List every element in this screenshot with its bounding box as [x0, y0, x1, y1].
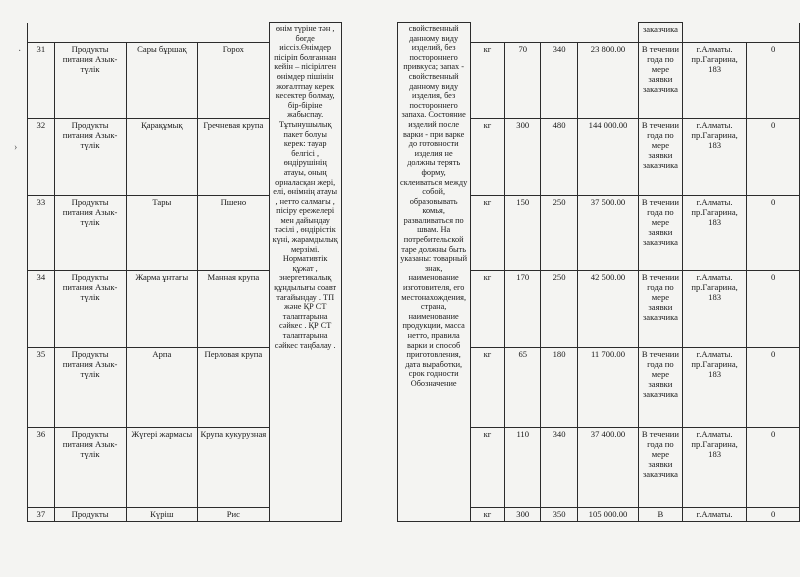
unit-cell: кг — [470, 508, 505, 522]
row-number: 33 — [28, 196, 55, 271]
name-kz-cell: Жарма ұнтағы — [126, 271, 198, 348]
category-cell: Продукты питания Азык-түлік — [54, 119, 126, 196]
procurement-table — [27, 22, 800, 522]
name-kz-cell: Қарақұмық — [126, 119, 198, 196]
sum-cell: 37 500.00 — [577, 196, 638, 271]
sum-cell: 105 000.00 — [577, 508, 638, 522]
place-cell: г.Алматы. пр.Гагарина, 183 — [682, 348, 747, 428]
category-cell: Продукты питания Азык-түлік — [54, 196, 126, 271]
place-cell: г.Алматы. пр.Гагарина, 183 — [682, 196, 747, 271]
qty-cell: 110 — [505, 428, 541, 508]
name-kz-cell: Жүгері жармасы — [126, 428, 198, 508]
place-cell: г.Алматы. пр.Гагарина, 183 — [682, 43, 747, 119]
price-cell: 250 — [541, 271, 578, 348]
row-number: 37 — [28, 508, 55, 522]
sum-cell: 144 000.00 — [577, 119, 638, 196]
advance-cell: 0 — [747, 428, 800, 508]
price-cell: 350 — [541, 508, 578, 522]
unit-cell: кг — [470, 196, 505, 271]
name-kz-cell: Тары — [126, 196, 198, 271]
description-ru: свойственный данному виду изделий, без постороннего привкуса; запах - свойственный данному виду изделия, без постороннего запаха. Состояние изделий после варки - при варке до готовности изделия не должны терять форму, склеиваться между собой, образовывать комья, разваливаться по швам. На потребительской таре должны быть указаны: товарный знак, наименование изготовителя, его местонахождения, страна, наименование продукции, масса нетто, правила варки и способ приготовления, дата выработки, срок годности Обозначение — [397, 23, 470, 522]
name-ru-cell: Крупа кукурузная — [198, 428, 269, 508]
name-kz-cell: Сары бұршақ — [126, 43, 198, 119]
price-cell: 250 — [541, 196, 578, 271]
qty-cell: 300 — [505, 508, 541, 522]
scan-mark: · — [18, 46, 22, 57]
advance-cell: 0 — [747, 348, 800, 428]
unit-cell: кг — [470, 428, 505, 508]
price-cell: 180 — [541, 348, 578, 428]
price-cell: 480 — [541, 119, 578, 196]
unit-cell: кг — [470, 271, 505, 348]
qty-cell: 70 — [505, 43, 541, 119]
place-cell: г.Алматы. пр.Гагарина, 183 — [682, 428, 747, 508]
qty-cell: 65 — [505, 348, 541, 428]
term-cell: В течении года по мере заявки заказчика — [639, 43, 683, 119]
name-ru-cell: Манная крупа — [198, 271, 269, 348]
row-number: 35 — [28, 348, 55, 428]
term-cell: В течении года по мере заявки заказчика — [639, 119, 683, 196]
advance-cell: 0 — [747, 43, 800, 119]
name-kz-cell: Күріш — [126, 508, 198, 522]
category-cell: Продукты питания Азык-түлік — [54, 348, 126, 428]
name-ru-cell: Пшено — [198, 196, 269, 271]
advance-cell: 0 — [747, 271, 800, 348]
table-row — [28, 23, 800, 43]
advance-cell: 0 — [747, 508, 800, 522]
term-cell: В течении года по мере заявки заказчика — [639, 271, 683, 348]
advance-cell: 0 — [747, 196, 800, 271]
category-cell: Продукты питания Азык-түлік — [54, 271, 126, 348]
name-ru-cell: Перловая крупа — [198, 348, 269, 428]
advance-cell: 0 — [747, 119, 800, 196]
place-cell: г.Алматы. пр.Гагарина, 183 — [682, 271, 747, 348]
scan-mark: › — [14, 142, 18, 153]
category-cell: Продукты — [54, 508, 126, 522]
name-kz-cell: Арпа — [126, 348, 198, 428]
row-number: 36 — [28, 428, 55, 508]
name-ru-cell: Горох — [198, 43, 269, 119]
description-kz: өнім түріне тән , бөгде иіссіз.Өнімдер пісіріп болғаннан кейін – пісірілген өнімдер пішінін жоғалтпау керек кесектер болмау, бір-біріне жабыспау. Тұтынушылық пакет болуы керек: тауар белгісі , өндірушінің атауы, оның орналасқан жері, елі, өнімнің атауы , нетто салмағы , пісіру ережелері мен дайындау тәсілі , өндірістік күні, жарамдылық мерзімі. Нормативтік құжат , энергетикалық құндылығы соавт тағайындау . ТП және ҚР СТ талаптарына сәйкес . ҚР СТ талаптарына сәйкес таңбалау . — [269, 23, 341, 522]
row-number: 32 — [28, 119, 55, 196]
category-cell: Продукты питания Азык-түлік — [54, 428, 126, 508]
price-cell: 340 — [541, 43, 578, 119]
name-ru-cell: Гречневая крупа — [198, 119, 269, 196]
price-cell: 340 — [541, 428, 578, 508]
term-cell: В течении года по мере заявки заказчика — [639, 428, 683, 508]
sum-cell: 11 700.00 — [577, 348, 638, 428]
name-ru-cell: Рис — [198, 508, 269, 522]
term-cell: В течении года по мере заявки заказчика — [639, 196, 683, 271]
sum-cell: 42 500.00 — [577, 271, 638, 348]
row-number: 34 — [28, 271, 55, 348]
row-number: 31 — [28, 43, 55, 119]
place-cell: г.Алматы. — [682, 508, 747, 522]
category-cell: Продукты питания Азык-түлік — [54, 43, 126, 119]
sum-cell: 37 400.00 — [577, 428, 638, 508]
unit-cell: кг — [470, 119, 505, 196]
unit-cell: кг — [470, 43, 505, 119]
unit-cell: кг — [470, 348, 505, 428]
term-cell: В — [639, 508, 683, 522]
term-cell: заказчика — [639, 23, 683, 43]
term-cell: В течении года по мере заявки заказчика — [639, 348, 683, 428]
qty-cell: 300 — [505, 119, 541, 196]
sum-cell: 23 800.00 — [577, 43, 638, 119]
qty-cell: 170 — [505, 271, 541, 348]
qty-cell: 150 — [505, 196, 541, 271]
place-cell: г.Алматы. пр.Гагарина, 183 — [682, 119, 747, 196]
